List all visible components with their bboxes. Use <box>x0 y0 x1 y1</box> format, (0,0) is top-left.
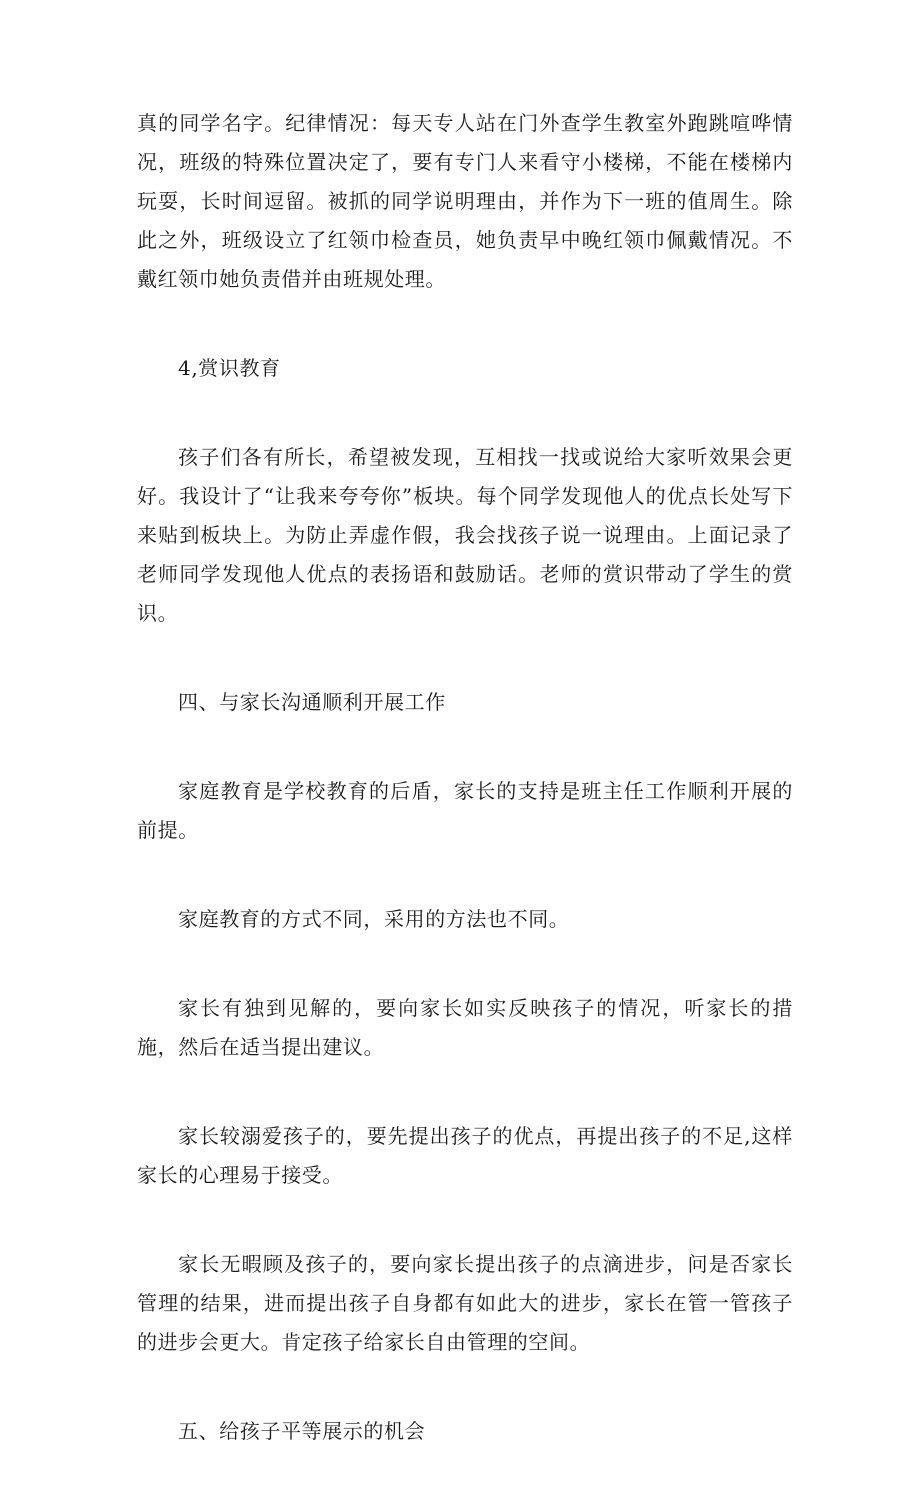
heading-equal-opportunity: 五、给孩子平等展示的机会 <box>178 1419 426 1443</box>
paragraph-insightful-parents: 家长有独到见解的，要向家长如实反映孩子的情况，听家长的措施，然后在适当提出建议。 <box>137 996 793 1059</box>
document-body <box>137 104 793 1501</box>
paragraph-doting-parents: 家长较溺爱孩子的，要先提出孩子的优点，再提出孩子的不足,这样家长的心理易于接受。 <box>137 1124 793 1187</box>
paragraph-busy-parents: 家长无暇顾及孩子的，要向家长提出孩子的点滴进步，问是否家长管理的结果，进而提出孩子自身都有如此大的进步，家长在管一管孩子的进步会更大。肯定孩子给家长自由管理的空间。 <box>137 1252 793 1354</box>
heading-parent-communication: 四、与家长沟通顺利开展工作 <box>178 690 446 714</box>
paragraph-family-education-methods: 家庭教育的方式不同，采用的方法也不同。 <box>178 907 570 931</box>
heading-appreciation-education: 4,赏识教育 <box>178 356 281 380</box>
paragraph-family-education-basis: 家庭教育是学校教育的后盾，家长的支持是班主任工作顺利开展的前提。 <box>137 779 793 842</box>
paragraph-appreciation: 孩子们各有所长，希望被发现，互相找一找或说给大家听效果会更好。我设计了“让我来夸夸你”板块。每个同学发现他人的优点长处写下来贴到板块上。为防止弄虚作假，我会找孩子说一说理由。上面记录了老师同学发现他人优点的表扬语和鼓励话。老师的赏识带动了学生的赏识。 <box>137 445 793 625</box>
paragraph-discipline: 真的同学名字。纪律情况：每天专人站在门外查学生教室外跑跳喧哗情况，班级的特殊位置决定了，要有专门人来看守小楼梯，不能在楼梯内玩耍，长时间逗留。被抓的同学说明理由，并作为下一班的值周生。除此之外，班级设立了红领巾检查员，她负责早中晚红领巾佩戴情况。不戴红领巾她负责借并由班规处理。 <box>137 111 793 291</box>
